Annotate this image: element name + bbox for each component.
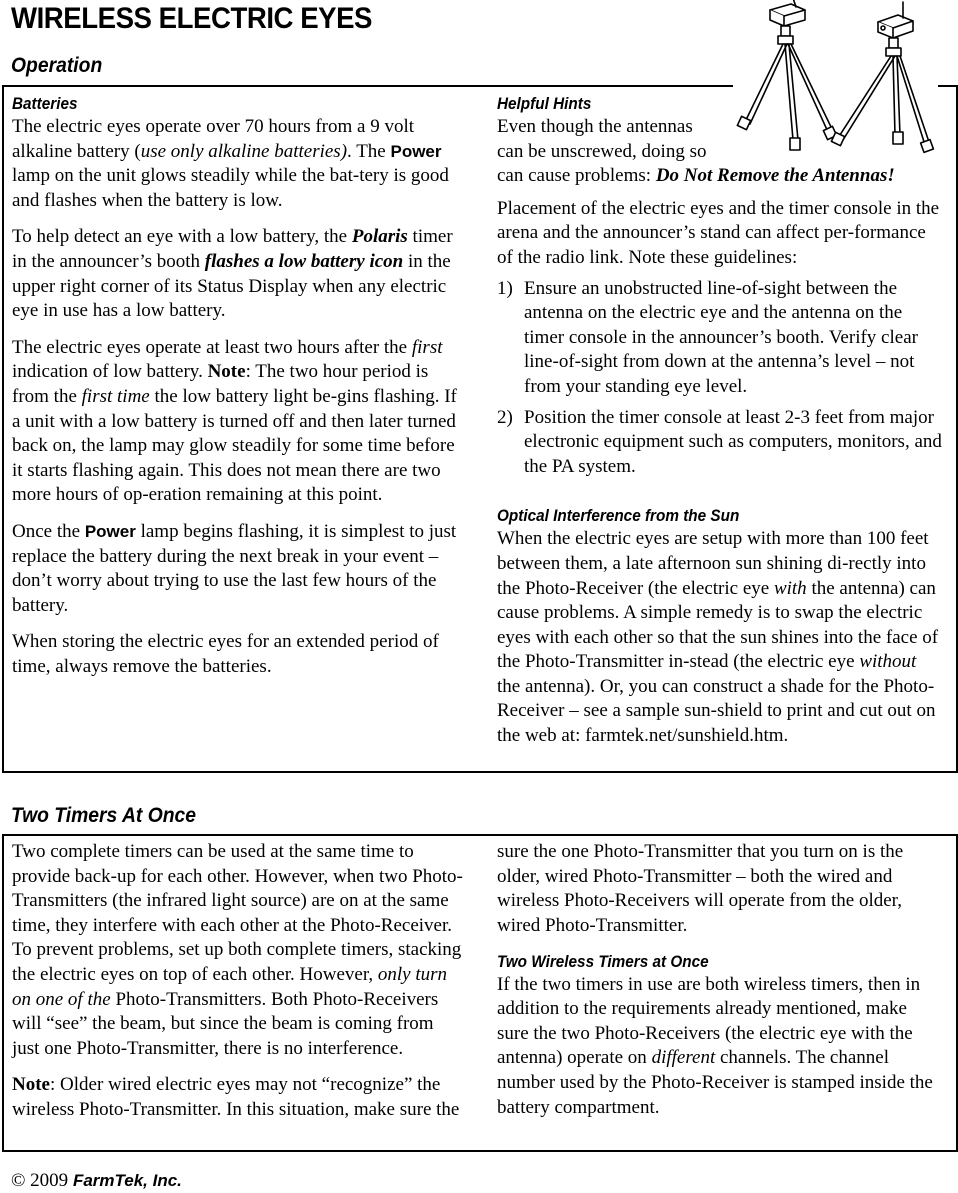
continued-line-2: older, wired Photo-Transmitter – both the wired and [497, 865, 893, 887]
continued-line-3: wireless Photo-Receivers will operate from the older, [497, 890, 902, 912]
tripod-illustration [733, 0, 938, 160]
hints-paragraph-2: Placement of the electric eyes and the timer console in the arena and the announcer’s stand can affect per-formance of the radio link. Note these guidelines: [497, 197, 940, 268]
continued-line-4: wired Photo-Transmitter. [497, 915, 688, 936]
page-title: WIRELESS ELECTRIC EYES [11, 2, 372, 35]
batteries-paragraph-3: The electric eyes operate at least two hours after the first indication of low battery. Note: The two hour period is from the first time the low battery light be-gins flashing. If a unit with a low battery is turned off and then later turned back on, the lamp may glow steadily for some time before it starts flashing again. This does not mean there are two more hours of op-eration remaining at this point. [12, 336, 457, 506]
batteries-paragraph-4: Once the Power lamp begins flashing, it is simplest to just replace the battery during the next break in your event – don’t worry about trying to use the last few hours of the battery. [12, 520, 457, 616]
section-title-two-timers: Two Timers At Once [11, 804, 197, 827]
two-timers-paragraph-1: Two complete timers can be used at the same time to provide back-up for each other. However, when two Photo-Transmitters (the infrared light source) are on at the same time, they interfere with each other at the Photo-Receiver. To prevent problems, set up both complete timers, stacking the electric eyes on top of each other. However, only turn on one of the Photo-Transmitters. Both Photo-Receivers will “see” the beam, but since the beam is coming from just one Photo-Transmitter, there is no interference. [12, 841, 463, 1059]
two-timers-continued [497, 840, 942, 914]
hints-line-1: Even though the antennas [497, 116, 693, 137]
hints-line-2: can be unscrewed, doing so [497, 140, 707, 162]
two-wireless-heading: Two Wireless Timers at Once [497, 951, 709, 971]
two-timers-left-column [12, 840, 464, 1135]
guidelines-list [497, 277, 942, 480]
batteries-paragraph-2: To help detect an eye with a low battery, the Polaris timer in the announcer’s booth flashes a low battery icon in the upper right corner of its Status Display when any electric eye in use has a low battery. [12, 226, 453, 322]
list-item: 1) Ensure an unobstructed line-of-sight between the antenna on the electric eye and the antenna on the timer console in the announcer’s booth. Verify clear line-of-sight from down at the antenna’s level – not from your standing eye level. [497, 277, 918, 397]
sun-heading: Optical Interference from the Sun [497, 506, 740, 526]
hints-line-3: can cause problems: Do Not Remove the Antennas! [497, 165, 895, 187]
power-lamp-label: Power [390, 141, 442, 161]
batteries-column [12, 93, 462, 691]
batteries-paragraph-1: The electric eyes operate over 70 hours from a 9 volt alkaline battery (use only alkaline batteries). The Power lamp on the unit glows steadily while the bat-tery is good and flashes when the battery is low. [12, 116, 449, 211]
section-title-operation: Operation [11, 54, 103, 77]
company-name: FarmTek, Inc. [72, 1171, 182, 1190]
footer [11, 1169, 182, 1193]
batteries-paragraph-5: When storing the electric eyes for an extended period of time, always remove the batteries. [12, 631, 439, 677]
power-lamp-label: Power [84, 521, 136, 541]
two-timers-paragraph-2: Note: Older wired electric eyes may not “recognize” the wireless Photo-Transmitter. In this situation, make sure the [12, 1074, 460, 1120]
two-wireless-paragraph: If the two timers in use are both wireless timers, then in addition to the requirements already mentioned, make sure the two Photo-Receivers (the electric eye with the antenna) operate on different channels. The channel number used by the Photo-Receiver is stamped inside the battery compartment. [497, 973, 933, 1118]
batteries-heading: Batteries [12, 94, 78, 113]
sun-paragraph: When the electric eyes are setup with more than 100 feet between them, a late afternoon sun shining di-rectly into the Photo-Receiver (the electric eye with the antenna) can cause problems. A simple remedy is to swap the electric eyes with each other so that the sun shines into the face of the Photo-Transmitter in-stead (the electric eye without the antenna). Or, you can construct a shade for the Photo-Receiver – see a sample sun-shield to print and cut out on the web at: farmtek.net/sunshield.htm. [497, 528, 939, 747]
hints-heading: Helpful Hints [497, 94, 592, 113]
continued-line-1: sure the one Photo-Transmitter that you turn on is the [497, 841, 904, 862]
tripod-electric-eyes-icon [733, 0, 938, 160]
list-item: 2) Position the timer console at least 2-3 feet from major electronic equipment such as computers, monitors, and the PA system. [497, 406, 942, 477]
two-timers-right-column [497, 840, 942, 1132]
hints-column [497, 93, 942, 761]
copyright-text: © 2009 [11, 1170, 73, 1191]
